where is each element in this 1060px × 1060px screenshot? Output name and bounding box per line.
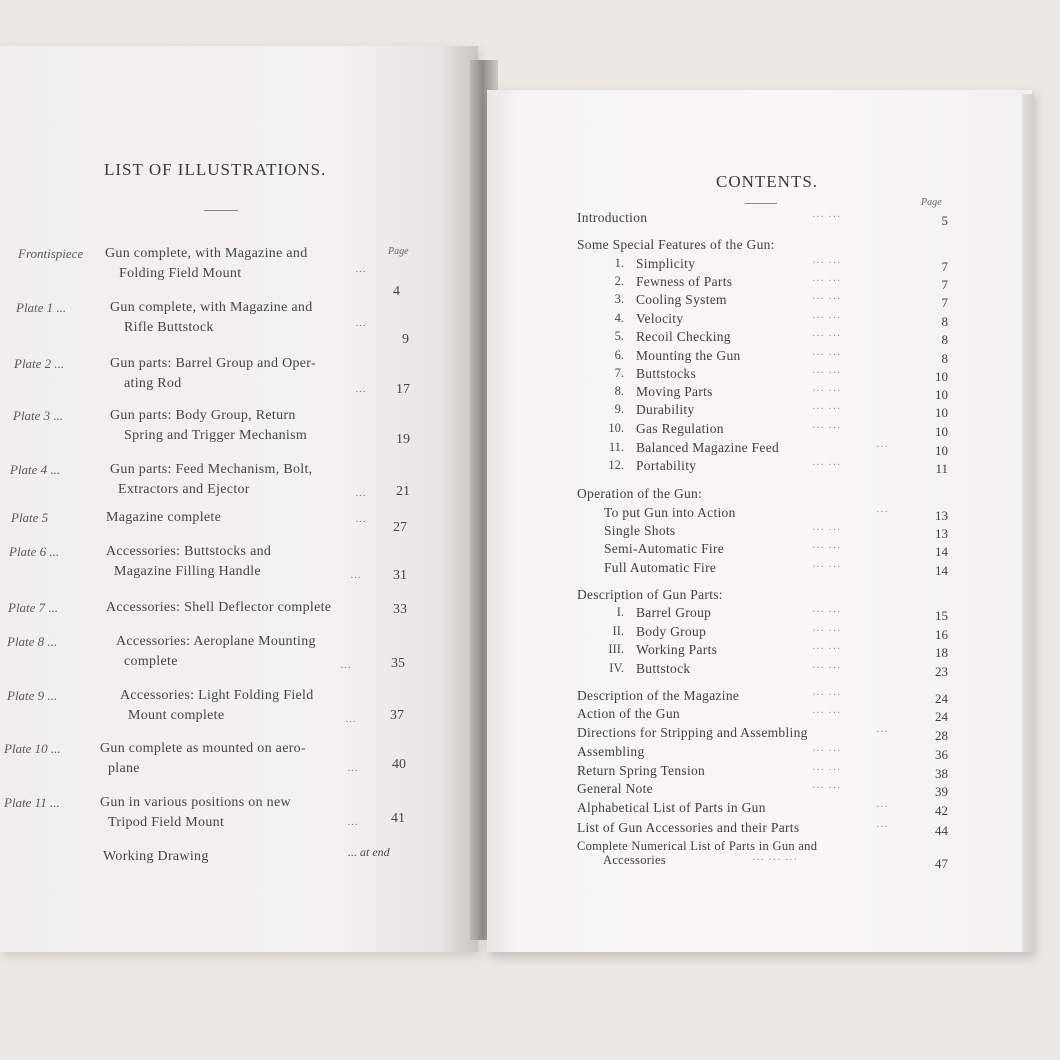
contents-entry-text: Fewness of Parts: [636, 274, 733, 289]
contents-page-number: 38: [935, 766, 948, 781]
illustration-plate-label: Plate 9 ...: [7, 688, 58, 703]
contents-leader-dots: ··· ···: [812, 331, 842, 342]
illustration-description-line: Tripod Field Mount: [108, 815, 225, 830]
illustration-description-line: Accessories: Buttstocks and: [106, 544, 272, 559]
illustration-page-number: 35: [391, 656, 405, 671]
contents-item-number: 8.: [614, 384, 624, 398]
illustration-leader-dots: ···: [347, 765, 358, 777]
illustrations-page-label: Page: [388, 246, 409, 257]
contents-leader-dots: ··· ···: [812, 350, 842, 361]
illustration-leader-dots: ···: [355, 516, 366, 528]
contents-page-number: 8: [941, 351, 948, 366]
contents-entry-text: Description of the Magazine: [577, 688, 740, 703]
contents-leader-dots: ··· ···: [812, 258, 842, 269]
illustration-description-line: Accessories: Aeroplane Mounting: [116, 634, 316, 649]
illustration-page-number: 31: [393, 568, 407, 583]
contents-leader-dots: ··· ···: [812, 708, 842, 719]
illustration-plate-label: Frontispiece: [18, 246, 84, 261]
contents-entry-text: Action of the Gun: [577, 706, 680, 721]
illustration-plate-label: Plate 11 ...: [4, 795, 60, 810]
illustration-page-number: 21: [396, 484, 410, 499]
contents-entry-text: Directions for Stripping and Assembling: [577, 725, 808, 740]
contents-item-number: 9.: [614, 402, 624, 416]
contents-page-number: 7: [941, 277, 948, 292]
contents-entry-text: Operation of the Gun:: [577, 486, 703, 501]
contents-item-number: 4.: [614, 311, 624, 325]
contents-leader-dots: ··· ···: [812, 607, 842, 618]
illustration-description-line: Accessories: Shell Deflector complete: [106, 600, 332, 615]
contents-leader-dots: ··· ···: [812, 294, 842, 305]
contents-leader-dots: ··· ···: [812, 765, 842, 776]
illustration-leader-dots: ···: [345, 716, 356, 728]
contents-entry-text: Buttstock: [636, 661, 691, 676]
contents-leader-dots: ··· ···: [812, 368, 842, 379]
illustration-leader-dots: ···: [355, 490, 366, 502]
contents-page-number: 47: [935, 856, 948, 871]
contents-page-number: 10: [935, 405, 948, 420]
contents-rule: [745, 203, 777, 204]
contents-leader-dots: ···: [876, 507, 889, 518]
contents-page-number: 14: [935, 563, 948, 578]
illustration-plate-label: Plate 1 ...: [16, 300, 67, 315]
illustration-description-line: ating Rod: [124, 376, 182, 391]
illustration-description-line: Gun complete, with Magazine and: [105, 246, 308, 261]
contents-item-number: 7.: [614, 366, 624, 380]
contents-leader-dots: ··· ···: [812, 313, 842, 324]
illustration-page-number: 27: [393, 520, 407, 535]
contents-leader-dots: ··· ···: [812, 783, 842, 794]
contents-leader-dots: ··· ···: [812, 562, 842, 573]
contents-entry-text: Some Special Features of the Gun:: [577, 237, 775, 252]
contents-page-number: 13: [935, 526, 948, 541]
contents-leader-dots: ··· ···: [812, 212, 842, 223]
contents-entry-text: General Note: [577, 781, 653, 796]
contents-page-number: 7: [941, 295, 948, 310]
illustration-description-line: Mount complete: [128, 708, 225, 723]
illustration-plate-label: Plate 7 ...: [8, 600, 59, 615]
contents-leader-dots: ··· ···: [812, 404, 842, 415]
contents-page-number: 24: [935, 709, 948, 724]
illustration-leader-dots: ···: [347, 819, 358, 831]
contents-page-number: 10: [935, 369, 948, 384]
contents-heading: CONTENTS.: [716, 172, 819, 191]
illustrations-rule: [204, 210, 238, 211]
illustration-leader-dots: ···: [355, 266, 366, 278]
illustration-description-line: Folding Field Mount: [119, 266, 242, 281]
contents-leader-dots: ··· ···: [812, 543, 842, 554]
contents-entry-text: Mounting the Gun: [636, 348, 741, 363]
contents-item-number: 12.: [608, 458, 624, 472]
contents-entry-text: Cooling System: [636, 292, 727, 307]
contents-item-number: 1.: [614, 256, 624, 270]
contents-item-number: 10.: [608, 421, 624, 435]
contents-page-number: 10: [935, 387, 948, 402]
contents-page-number: 7: [941, 259, 948, 274]
contents-entry-text: Semi-Automatic Fire: [604, 541, 725, 556]
illustration-plate-label: Plate 10 ...: [4, 741, 61, 756]
contents-leader-dots: ··· ···: [812, 460, 842, 471]
illustration-plate-label: Plate 4 ...: [10, 462, 61, 477]
contents-leader-dots: ···: [876, 822, 889, 833]
illustration-description-line: Accessories: Light Folding Field: [120, 688, 314, 703]
contents-entry-text: Description of Gun Parts:: [577, 587, 723, 602]
illustration-description-line: Gun in various positions on new: [100, 795, 291, 810]
contents-page-number: 13: [935, 508, 948, 523]
contents-entry-text: Barrel Group: [636, 605, 712, 620]
contents-entry-text: Moving Parts: [636, 384, 713, 399]
contents-leader-dots: ··· ···: [812, 423, 842, 434]
contents-leader-dots: ··· ···: [812, 276, 842, 287]
contents-page-label: Page: [921, 197, 942, 208]
contents-leader-dots: ··· ···: [812, 386, 842, 397]
contents-entry-text: Durability: [636, 402, 695, 417]
contents-entry-text: Return Spring Tension: [577, 763, 706, 778]
contents-leader-dots: ···: [876, 442, 889, 453]
illustration-description-line: Gun parts: Body Group, Return: [110, 408, 296, 423]
contents-page-number: 28: [935, 728, 948, 743]
contents-page-number: 24: [935, 691, 948, 706]
contents-entry-text: Recoil Checking: [636, 329, 731, 344]
illustration-description-line: Working Drawing: [103, 849, 209, 864]
page-edge: [1022, 94, 1034, 952]
illustration-leader-dots: ···: [355, 320, 366, 332]
contents-entry-text: Alphabetical List of Parts in Gun: [577, 800, 766, 815]
contents-page-number: 8: [941, 314, 948, 329]
contents-page-number: 23: [935, 664, 948, 679]
illustration-page-number: 4: [393, 284, 400, 299]
contents-leader-dots: ··· ···: [812, 690, 842, 701]
illustration-page-number: ... at end: [348, 845, 390, 859]
contents-item-number: 6.: [614, 348, 624, 362]
illustration-description-line: Gun complete, with Magazine and: [110, 300, 313, 315]
illustration-description-line: Extractors and Ejector: [118, 482, 250, 497]
contents-page-number: 42: [935, 803, 948, 818]
illustration-leader-dots: ···: [340, 662, 351, 674]
contents-leader-dots: ··· ···: [812, 525, 842, 536]
illustration-plate-label: Plate 5: [11, 510, 49, 525]
illustration-description-line: Gun complete as mounted on aero-: [100, 741, 306, 756]
contents-entry-text: Complete Numerical List of Parts in Gun and: [577, 839, 818, 853]
contents-page-number: 10: [935, 443, 948, 458]
illustration-plate-label: Plate 6 ...: [9, 544, 60, 559]
contents-leader-dots: ··· ···: [812, 663, 842, 674]
contents-leader-dots: ···: [876, 802, 889, 813]
illustration-description-line: Magazine Filling Handle: [114, 564, 261, 579]
contents-item-number: 2.: [614, 274, 624, 288]
illustration-plate-label: Plate 2 ...: [14, 356, 65, 371]
illustration-page-number: 40: [392, 757, 406, 772]
contents-page-number: 5: [941, 213, 948, 228]
illustration-description-line: Spring and Trigger Mechanism: [124, 428, 308, 443]
contents-page-number: 18: [935, 645, 948, 660]
contents-item-number: IV.: [609, 661, 624, 675]
illustration-page-number: 41: [391, 811, 405, 826]
contents-page-number: 10: [935, 424, 948, 439]
contents-entry-text: List of Gun Accessories and their Parts: [577, 820, 800, 835]
contents-page-number: 36: [935, 747, 948, 762]
contents-entry-text: Full Automatic Fire: [604, 560, 717, 575]
contents-entry-text: To put Gun into Action: [604, 505, 736, 520]
illustration-description-line: complete: [124, 654, 178, 669]
contents-leader-dots: ··· ···: [812, 644, 842, 655]
illustration-leader-dots: ···: [355, 386, 366, 398]
contents-entry-text: Body Group: [636, 624, 707, 639]
contents-page-number: 39: [935, 784, 948, 799]
contents-page-number: 11: [935, 461, 948, 476]
contents-entry-text: Accessories: [603, 853, 666, 867]
contents-leader-dots: ··· ···: [812, 626, 842, 637]
contents-leader-dots: ··· ···: [812, 746, 842, 757]
contents-item-number: 11.: [608, 440, 624, 454]
illustration-page-number: 37: [390, 708, 404, 723]
illustration-description-line: Gun parts: Feed Mechanism, Bolt,: [110, 462, 313, 477]
contents-entry-text: Introduction: [577, 210, 648, 225]
illustration-description-line: Rifle Buttstock: [124, 320, 214, 335]
illustrations-heading: LIST OF ILLUSTRATIONS.: [104, 160, 327, 179]
contents-entry-text: Single Shots: [604, 523, 676, 538]
illustration-plate-label: Plate 3 ...: [13, 408, 64, 423]
illustration-description-line: Magazine complete: [106, 510, 222, 525]
illustration-page-number: 19: [396, 432, 410, 447]
contents-item-number: 5.: [614, 329, 624, 343]
contents-entry-text: Working Parts: [636, 642, 718, 657]
contents-item-number: III.: [608, 642, 624, 656]
illustration-plate-label: Plate 8 ...: [7, 634, 58, 649]
contents-leader-dots: ··· ··· ···: [752, 855, 798, 866]
illustration-page-number: 9: [402, 332, 409, 347]
contents-entry-text: Buttstocks: [636, 366, 697, 381]
contents-leader-dots: ···: [876, 727, 889, 738]
illustration-description-line: plane: [108, 761, 140, 776]
contents-page-number: 16: [935, 627, 948, 642]
contents-entry-text: Simplicity: [636, 256, 696, 271]
contents-entry-text: Balanced Magazine Feed: [636, 440, 780, 455]
contents-page-number: 15: [935, 608, 948, 623]
contents-entry-text: Portability: [636, 458, 697, 473]
contents-page-number: 8: [941, 332, 948, 347]
contents-entry-text: Gas Regulation: [636, 421, 724, 436]
illustration-page-number: 33: [393, 602, 407, 617]
contents-item-number: I.: [616, 605, 624, 619]
contents-item-number: II.: [612, 624, 624, 638]
contents-page-number: 44: [935, 823, 948, 838]
illustration-description-line: Gun parts: Barrel Group and Oper-: [110, 356, 316, 371]
contents-item-number: 3.: [614, 292, 624, 306]
illustration-page-number: 17: [396, 382, 410, 397]
contents-entry-text: Velocity: [636, 311, 684, 326]
contents-page-number: 14: [935, 544, 948, 559]
illustration-leader-dots: ···: [350, 572, 361, 584]
contents-entry-text: Assembling: [577, 744, 645, 759]
